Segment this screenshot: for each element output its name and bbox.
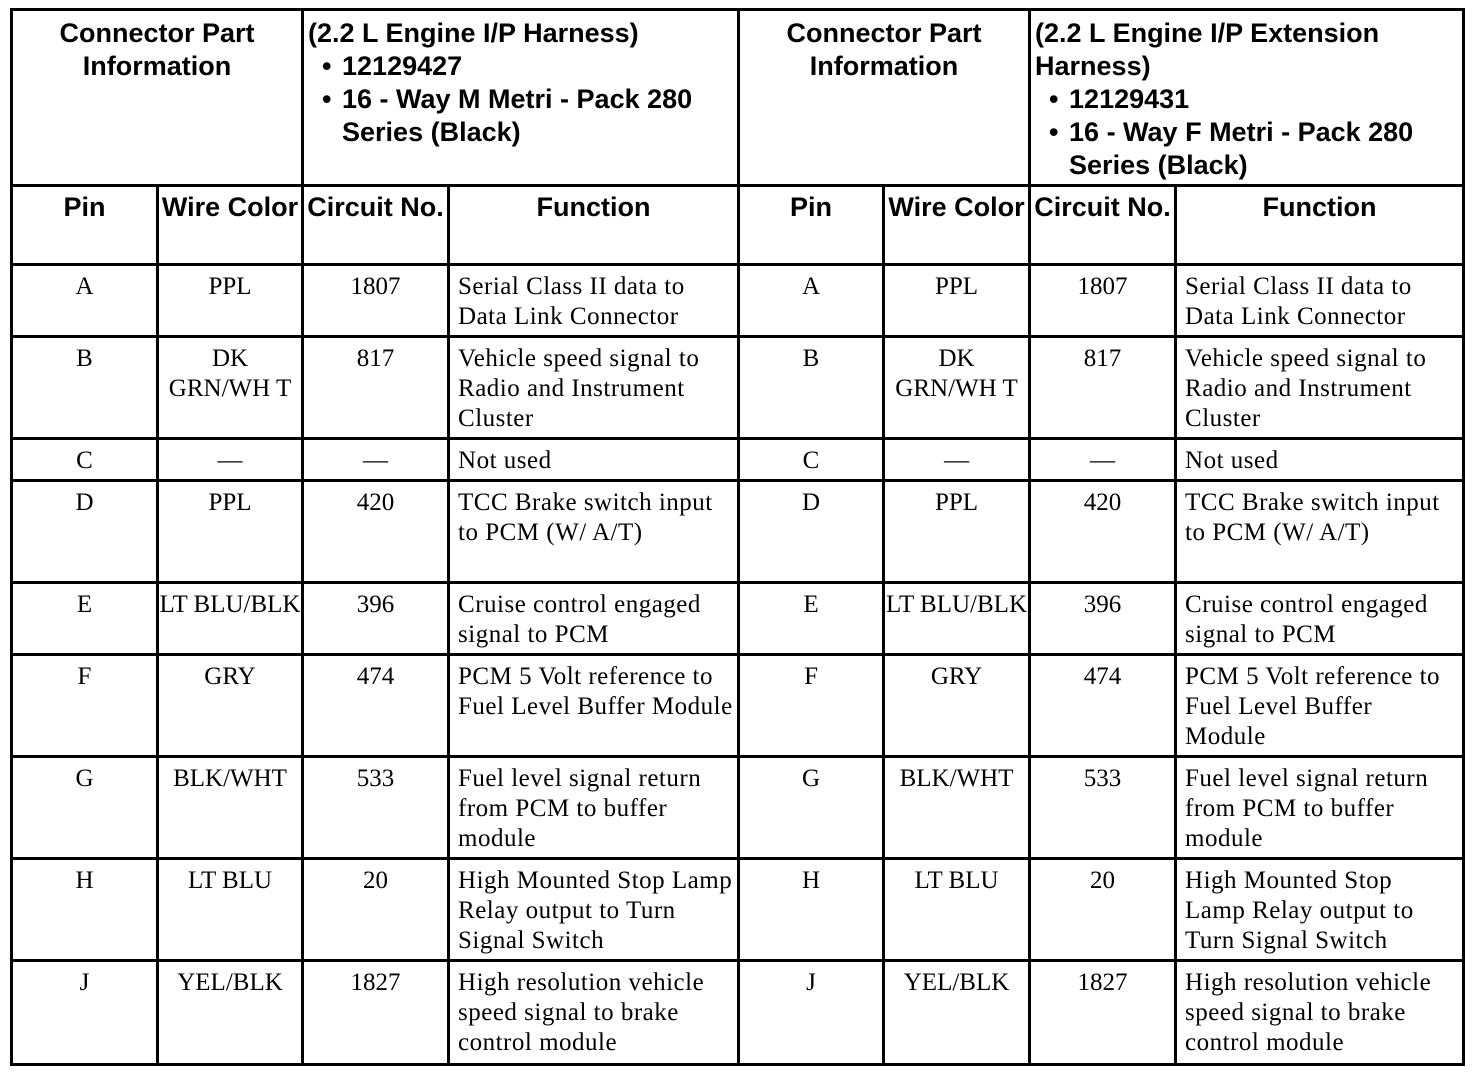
right-pin-cell: E	[739, 583, 884, 655]
left-pin-cell: F	[12, 655, 158, 757]
left-function-cell: Not used	[449, 439, 739, 481]
right-harness-header	[1030, 10, 1464, 186]
left-circuit-no-cell: 533	[303, 757, 449, 859]
right-connector-info-label: Connector Part Information	[786, 18, 982, 81]
right-function-cell: High resolution vehicle speed signal to brake control module	[1176, 961, 1464, 1065]
right-wire-color-cell: BLK/WHT	[884, 757, 1030, 859]
right-pin-cell: F	[739, 655, 884, 757]
right-pin-cell: B	[739, 337, 884, 439]
left-pin-cell: E	[12, 583, 158, 655]
right-pin-cell: A	[739, 265, 884, 337]
right-function-cell: Cruise control engaged signal to PCM	[1176, 583, 1464, 655]
right-wire-color-cell: YEL/BLK	[884, 961, 1030, 1065]
right-function-cell: PCM 5 Volt reference to Fuel Level Buffer Module	[1176, 655, 1464, 757]
col-pin-right: Pin	[739, 186, 884, 265]
left-harness-title: (2.2 L Engine I/P Harness)	[308, 18, 639, 48]
right-circuit-no-cell: —	[1030, 439, 1176, 481]
right-circuit-no-cell: 396	[1030, 583, 1176, 655]
right-pin-cell: H	[739, 859, 884, 961]
right-pin-cell: D	[739, 481, 884, 583]
left-wire-color-cell: DK GRN/WH T	[158, 337, 303, 439]
left-wire-color-cell: LT BLU	[158, 859, 303, 961]
left-circuit-no-cell: 817	[303, 337, 449, 439]
right-wire-color-cell: —	[884, 439, 1030, 481]
connector-table	[10, 8, 1465, 1066]
right-function-cell: Serial Class II data to Data Link Connector	[1176, 265, 1464, 337]
left-wire-color-cell: PPL	[158, 481, 303, 583]
bullet-icon: •	[322, 51, 332, 81]
left-harness-header	[303, 10, 739, 186]
right-function-cell: TCC Brake switch input to PCM (W/ A/T)	[1176, 481, 1464, 583]
column-header-row	[12, 186, 1464, 265]
right-function-cell: Fuel level signal return from PCM to buffer module	[1176, 757, 1464, 859]
left-wire-color-cell: YEL/BLK	[158, 961, 303, 1065]
left-function-cell: Vehicle speed signal to Radio and Instrument Cluster	[449, 337, 739, 439]
col-circuit-no-right: Circuit No.	[1030, 186, 1176, 265]
col-function-left: Function	[449, 186, 739, 265]
left-wire-color-cell: BLK/WHT	[158, 757, 303, 859]
right-wire-color-cell: LT BLU	[884, 859, 1030, 961]
left-pin-cell: G	[12, 757, 158, 859]
left-pin-cell: D	[12, 481, 158, 583]
right-function-cell: High Mounted Stop Lamp Relay output to Turn Signal Switch	[1176, 859, 1464, 961]
table-row	[12, 757, 1464, 859]
right-wire-color-cell: PPL	[884, 265, 1030, 337]
table-row	[12, 859, 1464, 961]
bullet-icon: •	[322, 84, 332, 114]
left-wire-color-cell: GRY	[158, 655, 303, 757]
right-harness-bullets	[1035, 83, 1458, 182]
left-pin-cell: B	[12, 337, 158, 439]
table-row	[12, 583, 1464, 655]
right-pin-cell: C	[739, 439, 884, 481]
left-function-cell: Fuel level signal return from PCM to buffer module	[449, 757, 739, 859]
right-wire-color-cell: GRY	[884, 655, 1030, 757]
left-wire-color-cell: PPL	[158, 265, 303, 337]
right-connector-info-header	[739, 10, 1030, 186]
left-circuit-no-cell: 474	[303, 655, 449, 757]
left-function-cell: Cruise control engaged signal to PCM	[449, 583, 739, 655]
left-circuit-no-cell: 20	[303, 859, 449, 961]
pin-rows	[12, 265, 1464, 1065]
right-wire-color-cell: DK GRN/WH T	[884, 337, 1030, 439]
right-wire-color-cell: LT BLU/BLK	[884, 583, 1030, 655]
table-row	[12, 337, 1464, 439]
left-pin-cell: A	[12, 265, 158, 337]
left-function-cell: High Mounted Stop Lamp Relay output to Turn Signal Switch	[449, 859, 739, 961]
left-harness-part-number: • 12129427	[322, 51, 463, 81]
left-connector-info-header	[12, 10, 303, 186]
right-circuit-no-cell: 1807	[1030, 265, 1176, 337]
left-harness-bullets	[308, 50, 733, 149]
right-pin-cell: G	[739, 757, 884, 859]
right-harness-connector-type: • 16 - Way F Metri - Pack 280 Series (Black)	[1049, 117, 1414, 180]
left-wire-color-cell: LT BLU/BLK	[158, 583, 303, 655]
table-row	[12, 265, 1464, 337]
left-harness-connector-type: • 16 - Way M Metri - Pack 280 Series (Black)	[322, 84, 693, 147]
left-pin-cell: C	[12, 439, 158, 481]
left-circuit-no-cell: 396	[303, 583, 449, 655]
left-wire-color-cell: —	[158, 439, 303, 481]
bullet-icon: •	[1049, 117, 1059, 147]
right-pin-cell: J	[739, 961, 884, 1065]
right-harness-title: (2.2 L Engine I/P Extension Harness)	[1035, 18, 1380, 81]
col-wire-color-left: Wire Color	[158, 186, 303, 265]
right-function-cell: Vehicle speed signal to Radio and Instrument Cluster	[1176, 337, 1464, 439]
right-function-cell: Not used	[1176, 439, 1464, 481]
col-circuit-no-left: Circuit No.	[303, 186, 449, 265]
left-function-cell: PCM 5 Volt reference to Fuel Level Buffer Module	[449, 655, 739, 757]
right-circuit-no-cell: 474	[1030, 655, 1176, 757]
left-circuit-no-cell: 1807	[303, 265, 449, 337]
right-circuit-no-cell: 20	[1030, 859, 1176, 961]
left-connector-info-label: Connector Part Information	[59, 18, 255, 81]
table-row	[12, 481, 1464, 583]
col-pin-left: Pin	[12, 186, 158, 265]
col-function-right: Function	[1176, 186, 1464, 265]
bullet-icon: •	[1049, 84, 1059, 114]
right-harness-part-number: • 12129431	[1049, 84, 1190, 114]
right-wire-color-cell: PPL	[884, 481, 1030, 583]
left-pin-cell: H	[12, 859, 158, 961]
left-function-cell: High resolution vehicle speed signal to brake control module	[449, 961, 739, 1065]
table-row	[12, 439, 1464, 481]
right-circuit-no-cell: 420	[1030, 481, 1176, 583]
right-circuit-no-cell: 817	[1030, 337, 1176, 439]
left-function-cell: TCC Brake switch input to PCM (W/ A/T)	[449, 481, 739, 583]
right-circuit-no-cell: 1827	[1030, 961, 1176, 1065]
left-pin-cell: J	[12, 961, 158, 1065]
table-row	[12, 961, 1464, 1065]
left-circuit-no-cell: —	[303, 439, 449, 481]
table-row	[12, 655, 1464, 757]
header-row	[12, 10, 1464, 186]
left-circuit-no-cell: 1827	[303, 961, 449, 1065]
left-function-cell: Serial Class II data to Data Link Connector	[449, 265, 739, 337]
col-wire-color-right: Wire Color	[884, 186, 1030, 265]
right-circuit-no-cell: 533	[1030, 757, 1176, 859]
left-circuit-no-cell: 420	[303, 481, 449, 583]
